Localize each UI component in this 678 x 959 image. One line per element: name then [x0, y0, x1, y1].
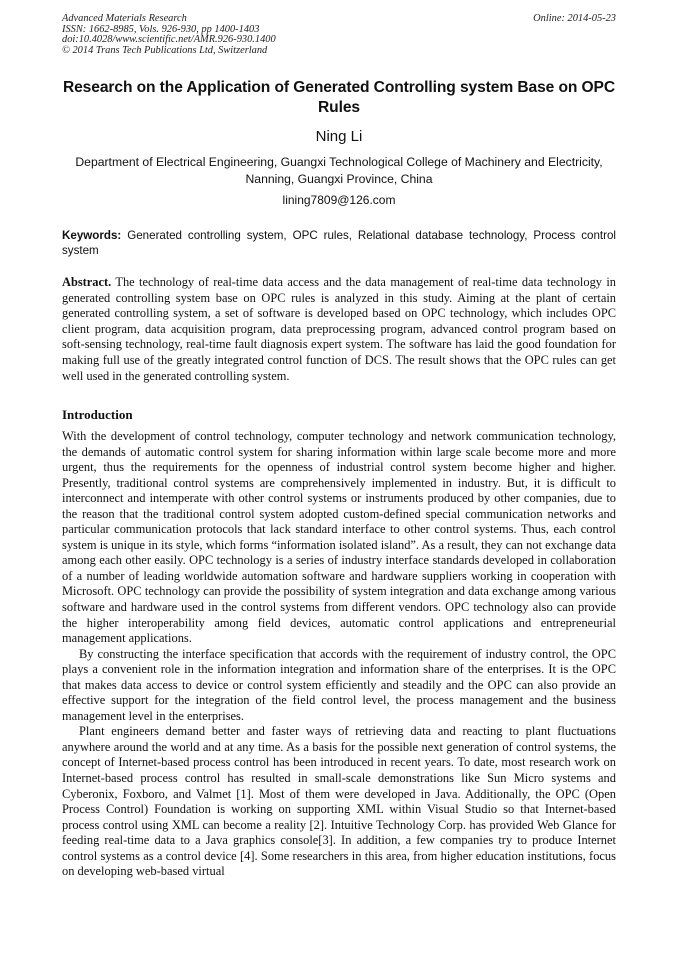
keywords [62, 228, 616, 258]
author-affiliation: Department of Electrical Engineering, Guangxi Technological College of Machinery and Electricity, Nanning, Guangxi Province, China [75, 155, 603, 186]
author-name: Ning Li [315, 128, 363, 145]
online-date: Online: 2014-05-23 [533, 13, 616, 24]
body-paragraph: By constructing the interface specification that accords with the requirement of industry control, the OPC plays a convenient role in the information integration and information share of the enterprises. It is the OPC that makes data access to device or control system efficiently and steadily and the OPC can also provide an effective support for the integration of the field control level, the process management and the business management level in the enterprises. [62, 646, 616, 723]
journal-header [62, 14, 616, 56]
keywords-label: Keywords: [62, 229, 122, 242]
body-paragraph: Plant engineers demand better and faster ways of retrieving data and reacting to plant fluctuations anywhere around the world and at any time. As a basis for the possible next generation of control systems, the concept of Internet-based process control has been introduced in recent years. To date, most research work on Internet-based process control has resulted in small-scale demonstrations like Sun Micro systems and Cyberonix, Foxboro, and Valmet [1]. Most of them were developed in Java. Additionally, the OPC (Open Process Control) Foundation is working on supporting XML within Visual Studio so that Internet-based process control using XML can become a reality [2]. Intuitive Technology Corp. has provided Web Glance for feeding real-time data to a Java graphics console[3]. In addition, a few companies try to produce Internet control systems as a control device [4]. Some researchers in this area, from higher education institutions, focus on developing web-based virtual [62, 724, 616, 879]
author-email: lining7809@126.com [282, 193, 396, 207]
section-heading-introduction: Introduction [62, 407, 133, 422]
abstract [62, 275, 616, 384]
doi-line: doi:10.4028/www.scientific.net/AMR.926-930.1400 [62, 34, 276, 46]
body-paragraph: With the development of control technology, computer technology and network communication technology, the demands of automatic control system for sharing information within large scale become more and more urgent, thus the requirements for the openness of industrial control system become higher and higher. Presently, traditional control systems are comprehensively implemented in industry. But, it is difficult to interconnect and intemperate with other control systems or instruments produced by other companies, due to the reason that the traditional control system adopted custom-defined special communication networks and particular communication protocols that lack standard interface to other control systems. Thus, each control system is unique in its style, which forms “information isolated island”. As a result, they can not exchange data among each other easily. OPC technology is a series of industry interface standards developed in collaboration of a number of leading worldwide automation software and hardware suppliers working in cooperation with Microsoft. OPC technology can provide the possibility of system integration and data exchange among various software and hardware used in the control systems from different vendors. OPC technology also can provide the higher interoperability among field devices, automatic control applications and entrepreneurial management applications. [62, 429, 616, 646]
journal-name: Advanced Materials Research [62, 13, 187, 24]
copyright-line: © 2014 Trans Tech Publications Ltd, Switzerland [62, 44, 268, 56]
abstract-text: The technology of real-time data access and the data management of real-time data technology in generated controlling system base on OPC rules is analyzed in this study. Aiming at the plant of certain generated controlling system, a set of software is developed based on OPC technology, which includes OPC client program, data acquisition program, data preprocessing program, advanced control program based on soft-sensing technology, real-time fault diagnosis expert system. The software has laid the good foundation for making full use of the greatly integrated control function of DCS. The result shows that the OPC rules can get well used in the generated controlling system. [62, 275, 616, 383]
abstract-label: Abstract. [62, 275, 112, 289]
issn-line: ISSN: 1662-8985, Vols. 926-930, pp 1400-1403 [62, 23, 260, 35]
introduction-body [62, 429, 616, 880]
keywords-text: Generated controlling system, OPC rules, Relational database technology, Process control system [62, 229, 616, 258]
paper-title: Research on the Application of Generated Controlling system Base on OPC Rules [62, 79, 616, 116]
